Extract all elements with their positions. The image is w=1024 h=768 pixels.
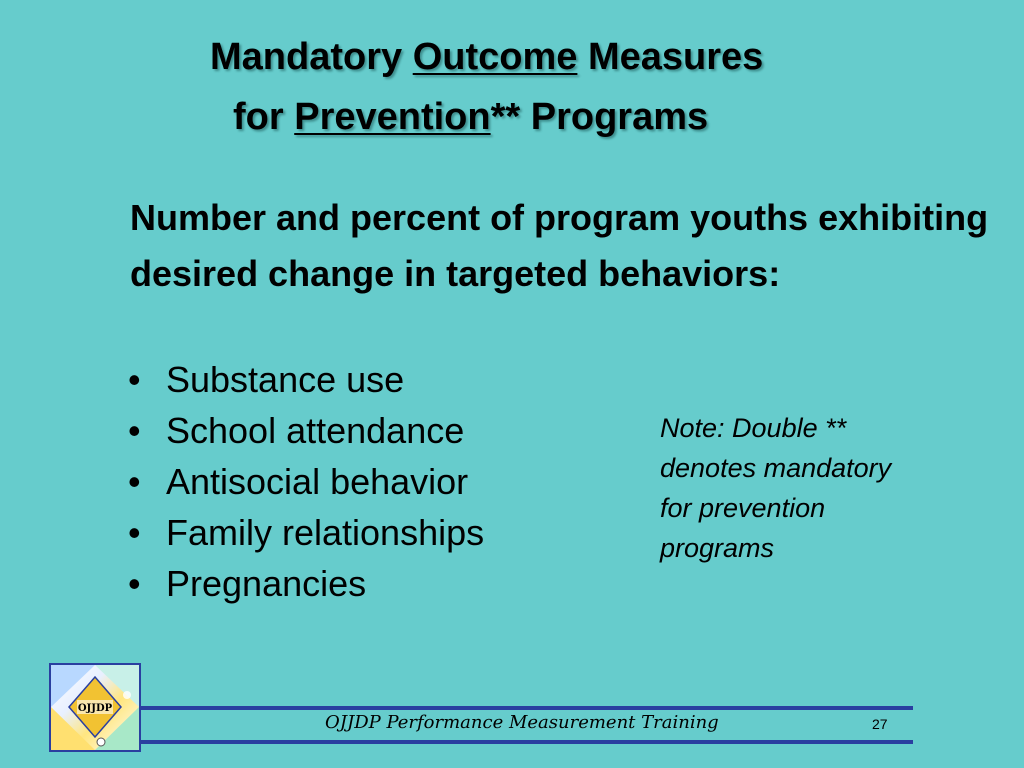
title-underlined-word: Outcome — [412, 36, 578, 78]
note-box — [660, 408, 980, 568]
lead-paragraph: Number and percent of program youths exhibiting desired change in targeted behaviors: — [130, 197, 989, 294]
slide-title-line-1 — [210, 35, 1024, 79]
note-line: programs — [660, 533, 775, 563]
bullet-icon: • — [128, 461, 141, 502]
logo-graphic-icon — [51, 665, 139, 750]
list-item-label: Antisocial behavior — [166, 461, 469, 502]
logo-camera-icon — [97, 738, 105, 746]
list-item-label: Substance use — [166, 359, 405, 400]
list-item — [128, 405, 484, 456]
title-text: for — [233, 96, 295, 138]
footer-divider-bottom — [140, 740, 913, 744]
note-line: denotes mandatory — [660, 453, 892, 483]
logo-sparkle-icon — [123, 691, 131, 699]
ojjdp-logo — [49, 663, 141, 752]
slide-title-line-2 — [233, 95, 1024, 139]
title-text: Mandatory — [210, 36, 413, 78]
list-item-label: Family relationships — [166, 512, 485, 553]
list-item — [128, 558, 484, 609]
bullet-list — [128, 354, 484, 609]
list-item — [128, 507, 484, 558]
bullet-icon: • — [128, 563, 141, 604]
footer-divider-top — [140, 706, 913, 710]
page-number: 27 — [872, 716, 888, 732]
bullet-icon: • — [128, 359, 141, 400]
title-text: ** Programs — [490, 96, 709, 138]
note-line: Note: Double ** — [660, 413, 847, 443]
list-item — [128, 456, 484, 507]
bullet-icon: • — [128, 410, 141, 451]
footer-title: OJJDP Performance Measurement Training — [325, 712, 719, 733]
list-item-label: School attendance — [166, 410, 465, 451]
list-item-label: Pregnancies — [166, 563, 367, 604]
note-line: for prevention — [660, 493, 826, 523]
list-item — [128, 354, 484, 405]
title-underlined-word: Prevention — [294, 96, 491, 138]
bullet-icon: • — [128, 512, 141, 553]
logo-text: OJJDP — [77, 703, 113, 714]
title-text: Measures — [577, 36, 764, 78]
